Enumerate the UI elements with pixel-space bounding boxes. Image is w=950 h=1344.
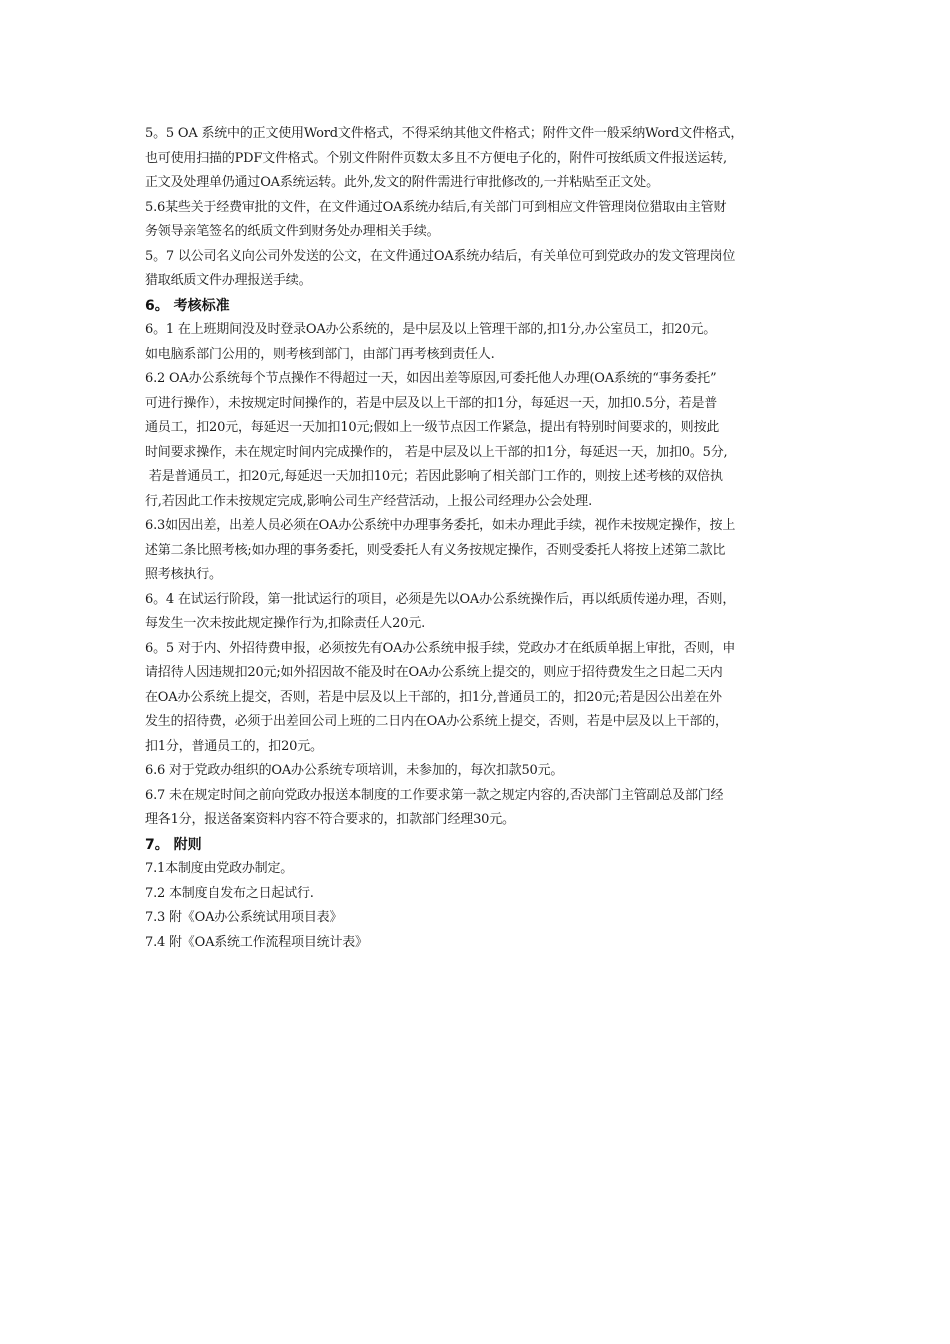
document-page (145, 122, 813, 955)
text-line: 6.7 未在规定时间之前向党政办报送本制度的工作要求第一款之规定内容的,否决部门主管副总及部门经 (145, 787, 724, 803)
text-line: 扣1分，普通员工的，扣20元。 (145, 738, 323, 754)
section-6-heading: 6。 考核标准 (145, 297, 230, 314)
text-line: 在OA办公系统上提交，否则，若是中层及以上干部的，扣1分,普通员工的，扣20元;若是因公出差在外 (145, 689, 722, 705)
text-line: 6。4 在试运行阶段，第一批试运行的项目，必须是先以OA办公系统操作后，再以纸质传递办理，否则， (145, 591, 736, 607)
text-line: 5.6某些关于经费审批的文件，在文件通过OA系统办结后,有关部门可到相应文件管理岗位猎取由主管财 (145, 199, 727, 215)
text-line: 行,若因此工作未按规定完成,影响公司生产经营活动，上报公司经理办公会处理. (145, 493, 592, 509)
text-line: 时间要求操作，未在规定时间内完成操作的， 若是中层及以上干部的扣1分，每延迟一天，加扣0。5分, (145, 444, 728, 460)
text-line: 如电脑系部门公用的，则考核到部门，由部门再考核到责任人. (145, 346, 495, 362)
paragraph-6-6 (145, 759, 813, 784)
list-item: 7.4 附《OA系统工作流程项目统计表》 (145, 934, 368, 950)
text-line: 6.2 OA办公系统每个节点操作不得超过一天，如因出差等原因,可委托他人办理(OA系统的“事务委托” (145, 371, 717, 386)
text-line: 理各1分，报送备案资料内容不符合要求的，扣款部门经理30元。 (145, 812, 515, 827)
text-line: 每发生一次未按此规定操作行为,扣除责任人20元. (145, 616, 426, 631)
text-line: 可进行操作），未按规定时间操作的，若是中层及以上干部的扣1分，每延迟一天，加扣0.5分，若是普 (145, 395, 718, 411)
text-line: 也可使用扫描的PDF文件格式。个别文件附件页数太多且不方便电子化的，附件可按纸质文件报送运转, (145, 150, 727, 166)
text-line: 6。5 对于内、外招待费申报，必须按先有OA办公系统申报手续，党政办才在纸质单据上审批，否则，申 (145, 640, 736, 656)
text-line: 通员工，扣20元，每延迟一天加扣10元;假如上一级节点因工作紧急，提出有特别时间要求的，则按此 (145, 420, 720, 435)
paragraph-6-2 (145, 367, 813, 514)
text-line: 发生的招待费，必须于出差回公司上班的二日内在OA办公系统上提交，否则，若是中层及以上干部的， (145, 714, 728, 729)
paragraph-6-1 (145, 318, 813, 367)
text-line: 5。7 以公司名义向公司外发送的公文，在文件通过OA系统办结后，有关单位可到党政办的发文管理岗位 (145, 248, 736, 264)
text-line: 述第二条比照考核;如办理的事务委托，则受委托人有义务按规定操作，否则受委托人将按上述第二款比 (145, 542, 726, 558)
text-line: 5。5 OA 系统中的正文使用Word文件格式，不得采纳其他文件格式；附件文件一般采纳Word文件格式， (145, 126, 744, 141)
text-line: 务领导亲笔签名的纸质文件到财务处办理相关手续。 (145, 224, 440, 239)
section-7-items (145, 857, 813, 955)
paragraph-5-5 (145, 122, 813, 196)
paragraph-6-4 (145, 588, 813, 637)
text-line: 若是普通员工，扣20元,每延迟一天加扣10元；若因此影响了相关部门工作的，则按上述考核的双倍执 (145, 469, 723, 484)
list-item: 7.3 附《OA办公系统试用项目表》 (145, 910, 343, 925)
paragraph-5-7 (145, 245, 813, 294)
list-item: 7.2 本制度自发布之日起试行. (145, 885, 314, 901)
text-line: 正文及处理单仍通过OA系统运转。此外,发文的附件需进行审批修改的,一并粘贴至正文处。 (145, 175, 659, 190)
text-line: 6.6 对于党政办组织的OA办公系统专项培训，未参加的，每次扣款50元。 (145, 763, 564, 778)
text-line: 6。1 在上班期间没及时登录OA办公系统的，是中层及以上管理干部的,扣1分,办公室员工，扣20元。 (145, 322, 716, 337)
text-line: 猎取纸质文件办理报送手续。 (145, 273, 312, 288)
paragraph-5-6 (145, 196, 813, 245)
text-line: 6.3如因出差，出差人员必须在OA办公系统中办理事务委托，如未办理此手续，视作未按规定操作，按上 (145, 518, 736, 533)
text-line: 请招待人因违规扣20元;如外招因故不能及时在OA办公系统上提交的，则应于招待费发生之日起二天内 (145, 665, 723, 680)
section-7-heading: 7。 附则 (145, 836, 202, 853)
paragraph-6-5 (145, 637, 813, 760)
list-item: 7.1本制度由党政办制定。 (145, 861, 294, 876)
paragraph-6-7 (145, 784, 813, 833)
text-line: 照考核执行。 (145, 567, 222, 582)
paragraph-6-3 (145, 514, 813, 588)
